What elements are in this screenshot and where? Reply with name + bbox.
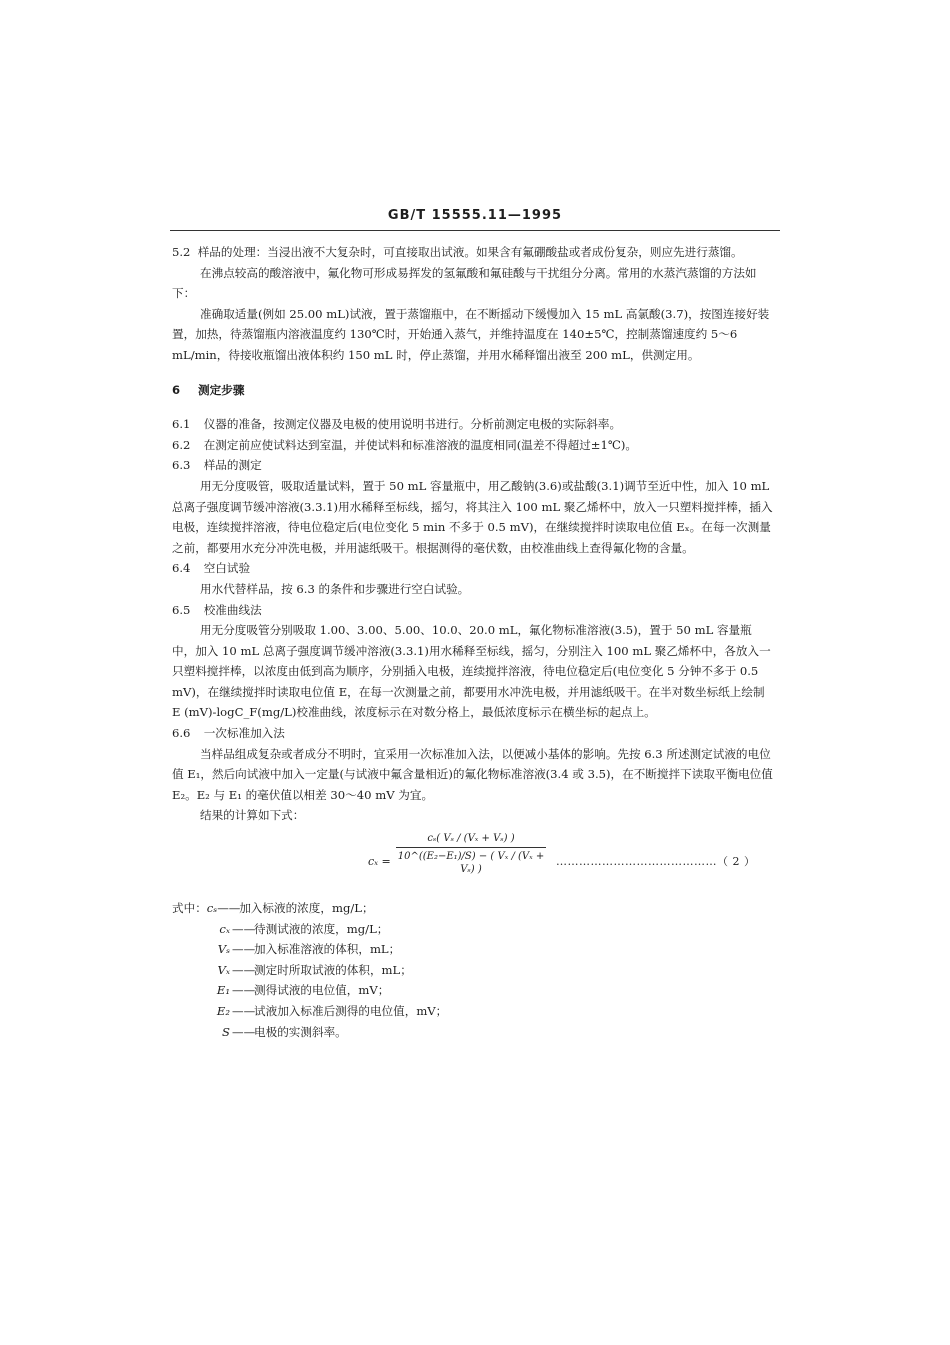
paragraph: 仪器的准备，按测定仪器及电极的使用说明书进行。分析前测定电极的实际斜率。	[203, 417, 622, 432]
section-number: 6	[172, 382, 181, 397]
section-title: 测定步骤	[198, 382, 245, 397]
section-6-5-heading	[172, 600, 774, 621]
paragraph: 准确取适量(例如 25.00 mL)试液，置于蒸馏瓶中，在不断摇动下缓慢加入 15 mL 高氯酸(3.7)，按图连接好装置，加热，待蒸馏瓶内溶液温度约 130℃时，开始通入蒸气，并维持温度在 140±5℃，控制蒸馏速度约 5～6 mL/min，待接收瓶馏出液体积约 150 mL 时，停止蒸馏，并用水稀释馏出液至 200 mL，供测定用。	[172, 306, 770, 362]
paragraph: 当样品组成复杂或者成分不明时，宜采用一次标准加入法，以便减小基体的影响。先按 6.3 所述测定试液的电位值 E₁，然后向试液中加入一定量(与试液中氟含量相近)的氟化物标准溶液(3.4 或 3.5)，在不断搅拌下读取平衡电位值 E₂。E₂ 与 E₁ 的毫伏值以相差 30～40 mV 为宜。	[172, 746, 773, 802]
section-number: 6.3	[172, 458, 191, 473]
definition-text: 加入标准溶液的体积，mL；	[254, 942, 401, 957]
definition-row: Vₓ ——测定时所取试液的体积，mL；	[172, 960, 774, 981]
paragraph: 用无分度吸管分别吸取 1.00、3.00、5.00、10.0、20.0 mL，氟化物标准溶液(3.5)，置于 50 mL 容量瓶中，加入 10 mL 总离子强度调节缓冲溶液(3.3.1)用水稀释至标线，摇匀，分别注入 100 mL 聚乙烯杯中，各放入一只塑料搅拌棒，以浓度由低到高为顺序，分别插入电极，连续搅拌溶液，待电位稳定后(电位变化 5 分钟不多于 0.5 mV)，在继续搅拌时读取电位值 E，在每一次测量之前，都要用水冲洗电极，并用滤纸吸干。在半对数坐标纸上绘制 E (mV)-logC_F(mg/L)校准曲线，浓度标示在对数分格上，最低浓度标示在横坐标的起点上。	[172, 623, 771, 720]
definition-row: S ——电极的实测斜率。	[172, 1022, 774, 1043]
formula-fraction	[396, 832, 546, 876]
definition-symbol: E₂	[216, 1004, 230, 1018]
section-number: 6.1	[172, 417, 191, 432]
definition-row: 式中：cₛ——加入标液的浓度，mg/L；	[172, 901, 374, 916]
variable-definitions	[172, 898, 774, 1042]
document-body	[172, 242, 774, 1042]
definition-text: 测定时所取试液的体积，mL；	[254, 962, 412, 977]
section-6-4-heading	[172, 558, 774, 579]
section-title: 空白试验	[203, 561, 251, 576]
section-number: 5.2	[172, 245, 191, 259]
paragraph: 样品的处理：当浸出液不大复杂时，可直接取出试液。如果含有氟硼酸盐或者成份复杂，则应先进行蒸馏。	[197, 245, 743, 259]
formula-numerator: cₛ( Vₛ / (Vₓ + Vₛ) )	[396, 832, 546, 848]
definition-row: Vₛ ——加入标准溶液的体积，mL；	[172, 939, 774, 960]
definition-row: cₓ ——待测试液的浓度，mg/L；	[172, 919, 774, 940]
definition-text: 试液加入标准后测得的电位值，mV；	[254, 1004, 448, 1018]
definition-row: E₂ ——试液加入标准后测得的电位值，mV；	[172, 1001, 774, 1022]
section-number: 6.4	[172, 561, 191, 576]
section-6-6-heading	[172, 723, 774, 744]
section-5-2	[172, 242, 774, 263]
section-6-1	[172, 414, 774, 435]
formula-denominator: 10^((E₂−E₁)/S) − ( Vₓ / (Vₓ + Vₛ) )	[397, 851, 545, 876]
formula-lhs: cₓ =	[368, 855, 391, 869]
section-6-2	[172, 435, 774, 456]
definition-row: E₁ ——测得试液的电位值，mV；	[172, 980, 774, 1001]
definition-symbol: cₓ	[219, 921, 230, 936]
section-title: 一次标准加入法	[203, 726, 285, 741]
definitions-lead: 式中：	[172, 901, 207, 916]
definition-symbol: E₁	[216, 983, 230, 998]
paragraph: 用无分度吸管，吸取适量试料，置于 50 mL 容量瓶中，用乙酸钠(3.6)或盐酸(3.1)调节至近中性，加入 10 mL 总离子强度调节缓冲溶液(3.3.1)用水稀释至标线，摇匀，将其注入 100 mL 聚乙烯杯中，放入一只塑料搅拌棒，插入电极，连续搅拌溶液，待电位稳定后(电位变化 5 min 不多于 0.5 mV)，在继续搅拌时读取电位值 Eₓ。在每一次测量之前，都要用水充分冲洗电极，并用滤纸吸干。根据测得的毫伏数，由校准曲线上查得氟化物的含量。	[172, 478, 773, 555]
header-rule	[170, 230, 780, 231]
definition-text: 待测试液的浓度，mg/L；	[254, 921, 389, 936]
definition-symbol: S	[222, 1024, 230, 1039]
paragraph: 用水代替样品，按 6.3 的条件和步骤进行空白试验。	[200, 581, 470, 596]
section-number: 6.2	[172, 437, 191, 452]
definition-symbol: cₛ	[206, 901, 218, 916]
section-6-3-heading	[172, 455, 774, 476]
definition-symbol: Vₛ	[217, 942, 230, 957]
section-title: 校准曲线法	[203, 602, 262, 617]
paragraph: 在测定前应使试料达到室温，并使试料和标准溶液的温度相同(温差不得超过±1℃)。	[203, 437, 637, 452]
section-number: 6.5	[172, 602, 191, 617]
section-6-heading	[172, 380, 774, 401]
paragraph: 结果的计算如下式：	[200, 808, 305, 823]
section-number: 6.6	[172, 726, 191, 741]
standard-code-header: GB/T 15555.11—1995	[387, 208, 563, 223]
paragraph: 在沸点较高的酸溶液中，氟化物可形成易挥发的氢氟酸和氟硅酸与干扰组分分离。常用的水蒸汽蒸馏的方法如下：	[172, 265, 757, 301]
formula-block	[172, 832, 774, 894]
definition-text: 加入标液的浓度，mg/L；	[239, 901, 374, 916]
definition-text: 电极的实测斜率。	[254, 1024, 347, 1039]
section-title: 样品的测定	[203, 458, 262, 473]
definition-symbol: Vₓ	[217, 962, 230, 977]
definition-text: 测得试液的电位值，mV；	[254, 983, 390, 998]
equation-number: ……………………………………（ 2 ）	[556, 855, 756, 869]
